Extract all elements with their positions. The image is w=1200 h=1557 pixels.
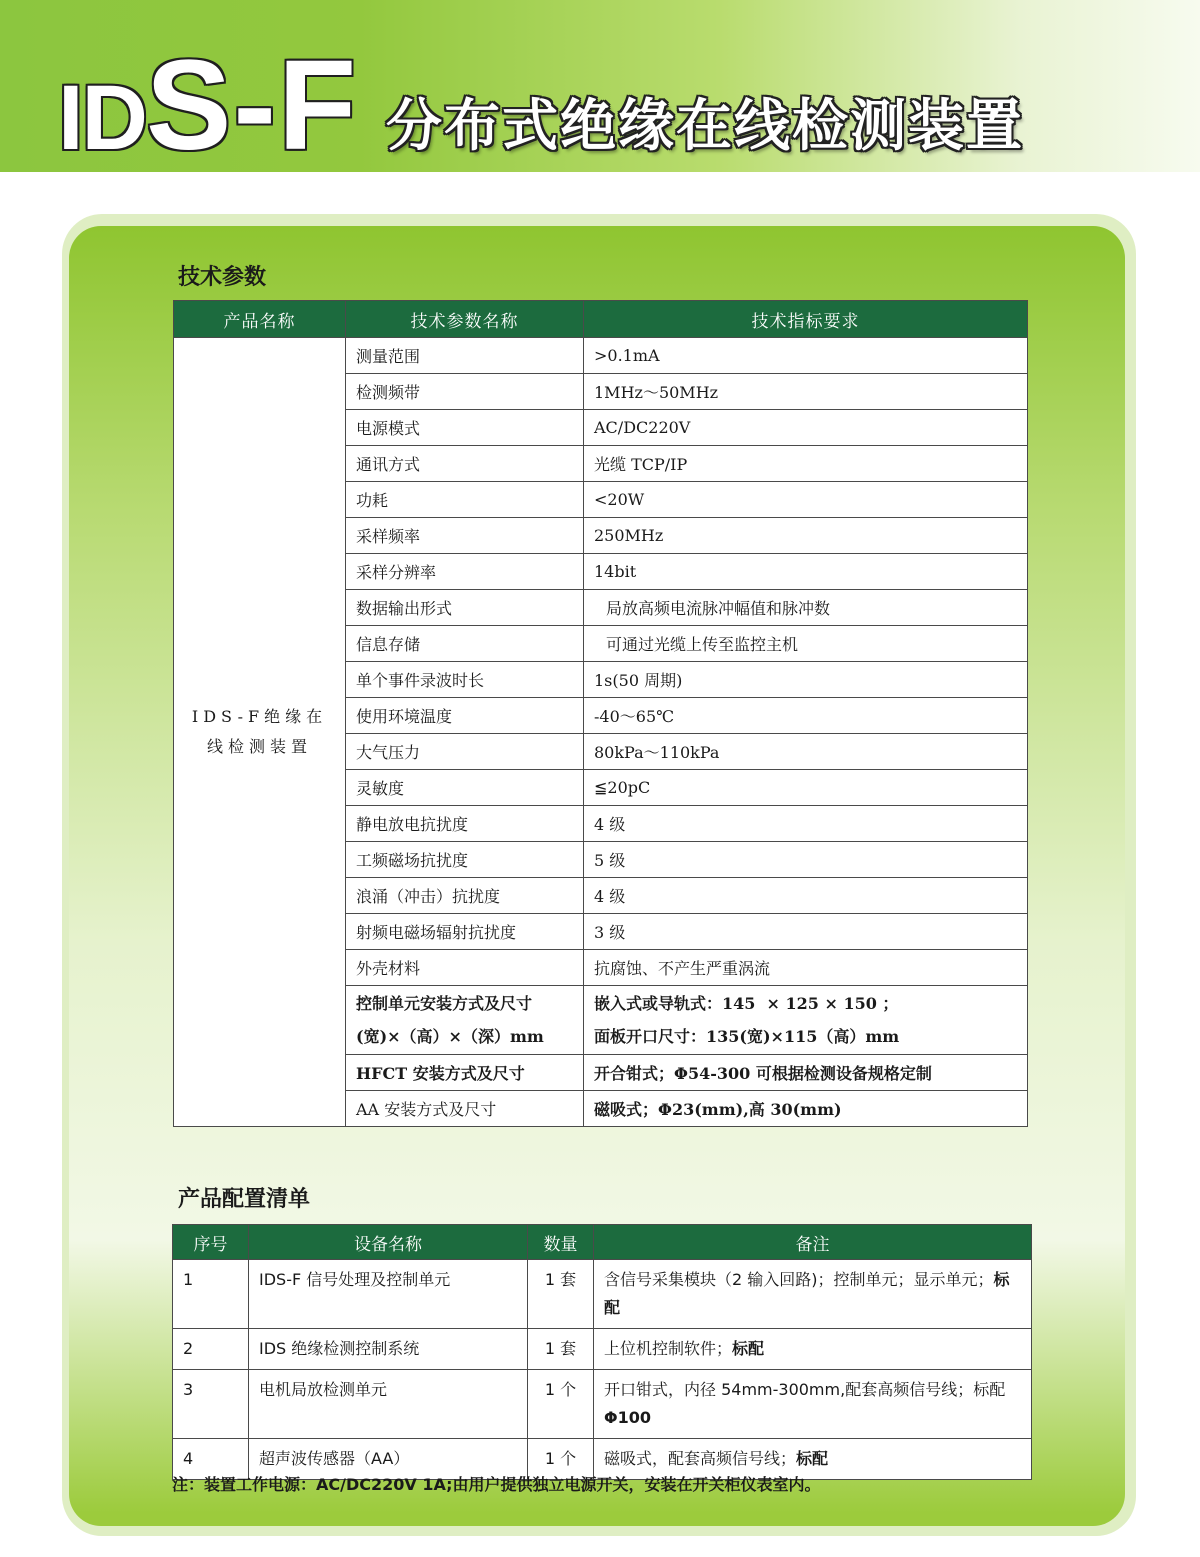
param-value: 250MHz [584,518,1028,554]
device-qty: 1 个 [528,1370,594,1439]
config-header-qty: 数量 [528,1225,594,1260]
remark-text: 磁吸式，配套高频信号线； [604,1449,797,1468]
logo-prefix: ID [58,67,146,169]
device-name: 超声波传感器（AA） [249,1439,528,1480]
param-name: 功耗 [346,482,584,518]
param-name: 检测频带 [346,374,584,410]
spec-header-param: 技术参数名称 [346,301,584,338]
row-number: 2 [173,1329,249,1370]
device-name: 电机局放检测单元 [249,1370,528,1439]
spec-table-header [174,301,1028,338]
device-qty: 1 套 [528,1260,594,1329]
logo-suffix: S-F [146,34,359,177]
param-value: <20W [584,482,1028,518]
param-value: ≦20pC [584,770,1028,806]
param-value: 4 级 [584,806,1028,842]
param-value: 4 级 [584,878,1028,914]
param-name: 工频磁场抗扰度 [346,842,584,878]
product-logo [58,34,359,177]
config-section-title: 产品配置清单 [178,1187,311,1212]
spec-header-product: 产品名称 [174,301,346,338]
product-name-cell: IDS-F绝缘在线检测装置 [174,338,346,1127]
param-name: 静电放电抗扰度 [346,806,584,842]
param-value-line1: 嵌入式或导轨式：145 × 125 × 150 ； [594,994,899,1013]
config-table-header [173,1225,1032,1260]
param-name: 数据输出形式 [346,590,584,626]
param-name: AA 安装方式及尺寸 [346,1091,584,1127]
param-name: HFCT 安装方式及尺寸 [346,1055,584,1091]
param-value: 1s(50 周期) [584,662,1028,698]
param-name: 通讯方式 [346,446,584,482]
param-name: 采样频率 [346,518,584,554]
param-value: AC/DC220V [584,410,1028,446]
param-name: 信息存储 [346,626,584,662]
param-value: 5 级 [584,842,1028,878]
param-name: 外壳材料 [346,950,584,986]
param-value: 光缆 TCP/IP [584,446,1028,482]
remark-text: 含信号采集模块（2 输入回路)；控制单元；显示单元； [604,1270,994,1289]
remark-emphasis: Φ100 [604,1408,651,1427]
spec-section-title: 技术参数 [178,265,267,290]
device-remark [594,1260,1032,1329]
param-name-line2: (宽)×（高）×（深）mm [356,1027,544,1046]
remark-text: 上位机控制软件； [604,1339,733,1358]
param-name: 浪涌（冲击）抗扰度 [346,878,584,914]
param-name: 大气压力 [346,734,584,770]
device-qty: 1 套 [528,1329,594,1370]
param-value: 局放高频电流脉冲幅值和脉冲数 [584,590,1028,626]
row-number: 1 [173,1260,249,1329]
param-value: 80kPa～110kPa [584,734,1028,770]
config-header-no: 序号 [173,1225,249,1260]
param-name: 测量范围 [346,338,584,374]
param-value [584,986,1028,1055]
param-value-line2: 面板开口尺寸：135(宽)×115（高）mm [594,1027,900,1046]
table-row [173,1260,1032,1329]
remark-text: 开口钳式，内径 54mm-300mm,配套高频信号线；标配 [604,1380,1006,1399]
table-row [173,1370,1032,1439]
table-row [174,338,1028,374]
device-qty: 1 个 [528,1439,594,1480]
param-name-line1: 控制单元安装方式及尺寸 [356,994,533,1013]
param-value: 1MHz～50MHz [584,374,1028,410]
param-value: >0.1mA [584,338,1028,374]
table-row [173,1329,1032,1370]
param-value: 3 级 [584,914,1028,950]
param-value: 抗腐蚀、不产生严重涡流 [584,950,1028,986]
param-value: 可通过光缆上传至监控主机 [584,626,1028,662]
remark-emphasis: 标配 [732,1339,765,1358]
param-name: 单个事件录波时长 [346,662,584,698]
spec-table [173,300,1028,1127]
param-name: 采样分辨率 [346,554,584,590]
spec-header-requirement: 技术指标要求 [584,301,1028,338]
config-header-remark: 备注 [594,1225,1032,1260]
param-name: 使用环境温度 [346,698,584,734]
power-supply-note: 注：装置工作电源：AC/DC220V 1A;由用户提供独立电源开关，安装在开关柜仪表室内。 [172,1475,821,1494]
param-name: 射频电磁场辐射抗扰度 [346,914,584,950]
row-number: 4 [173,1439,249,1480]
device-name: IDS-F 信号处理及控制单元 [249,1260,528,1329]
device-remark [594,1329,1032,1370]
param-name: 灵敏度 [346,770,584,806]
device-name: IDS 绝缘检测控制系统 [249,1329,528,1370]
remark-emphasis: 标配 [796,1449,829,1468]
remark-emphasis: 标配 [604,1270,1010,1317]
param-value: 14bit [584,554,1028,590]
param-value: 开合钳式；Φ54-300 可根据检测设备规格定制 [584,1055,1028,1091]
param-name: 电源模式 [346,410,584,446]
config-header-name: 设备名称 [249,1225,528,1260]
device-remark [594,1370,1032,1439]
param-value: 磁吸式；Φ23(mm),高 30(mm) [584,1091,1028,1127]
param-value: -40～65℃ [584,698,1028,734]
row-number: 3 [173,1370,249,1439]
param-name [346,986,584,1055]
config-table [172,1224,1032,1480]
page-title: 分布式绝缘在线检测装置 [386,94,1024,159]
header-banner [0,0,1200,177]
